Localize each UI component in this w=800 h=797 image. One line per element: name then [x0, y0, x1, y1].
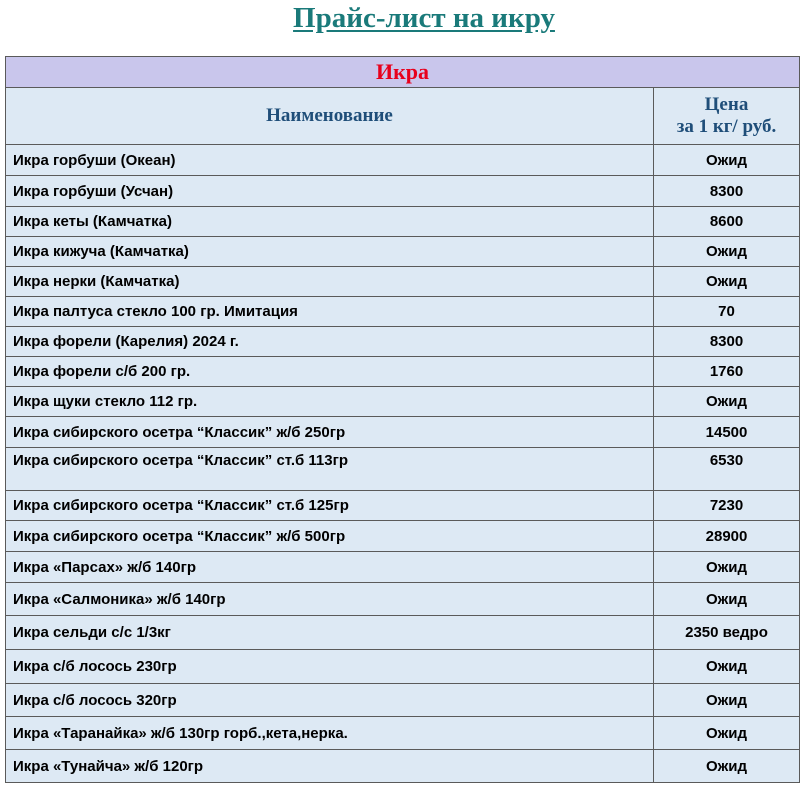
table-row: [6, 717, 800, 750]
item-name: Икра палтуса стекло 100 гр. Имитация: [6, 297, 654, 327]
table-row: [6, 357, 800, 387]
table-row: [6, 176, 800, 207]
item-price: Ожид: [654, 145, 800, 176]
item-name: Икра сельди с/с 1/3кг: [6, 616, 654, 650]
table-row: [6, 237, 800, 267]
table-row: [6, 583, 800, 616]
price-column-header: [654, 88, 800, 145]
item-price: Ожид: [654, 717, 800, 750]
table-row: [6, 297, 800, 327]
item-price: 7230: [654, 491, 800, 521]
item-name: Икра «Парсах» ж/б 140гр: [6, 552, 654, 583]
table-row: [6, 750, 800, 783]
item-name: Икра «Тунайча» ж/б 120гр: [6, 750, 654, 783]
item-name: Икра сибирского осетра “Классик” ст.б 113гр: [6, 448, 654, 491]
item-price: Ожид: [654, 267, 800, 297]
page-title: Прайс-лист на икру: [293, 2, 555, 34]
item-price: Ожид: [654, 750, 800, 783]
table-row: [6, 387, 800, 417]
section-header-row: [6, 57, 800, 88]
item-name: Икра сибирского осетра “Классик” ж/б 250гр: [6, 417, 654, 448]
item-price: 8300: [654, 327, 800, 357]
item-price: 8600: [654, 207, 800, 237]
table-row: [6, 521, 800, 552]
item-name: Икра кеты (Камчатка): [6, 207, 654, 237]
table-row: [6, 552, 800, 583]
item-name: Икра щуки стекло 112 гр.: [6, 387, 654, 417]
item-name: Икра «Салмоника» ж/б 140гр: [6, 583, 654, 616]
item-name: Икра кижуча (Камчатка): [6, 237, 654, 267]
price-header-line2: за 1 кг/ руб.: [676, 116, 777, 137]
item-price: 2350 ведро: [654, 616, 800, 650]
table-row: [6, 491, 800, 521]
item-price: Ожид: [654, 583, 800, 616]
item-name: Икра с/б лосось 230гр: [6, 650, 654, 684]
item-price: Ожид: [654, 684, 800, 717]
item-name: Икра горбуши (Усчан): [6, 176, 654, 207]
table-row: [6, 417, 800, 448]
item-name: Икра сибирского осетра “Классик” ж/б 500гр: [6, 521, 654, 552]
item-price: 8300: [654, 176, 800, 207]
price-header-line1: Цена: [704, 94, 749, 115]
item-price: Ожид: [654, 237, 800, 267]
item-name: Икра форели (Карелия) 2024 г.: [6, 327, 654, 357]
name-column-header: Наименование: [6, 88, 654, 145]
column-header-row: [6, 88, 800, 145]
item-price: Ожид: [654, 650, 800, 684]
table-row: [6, 327, 800, 357]
item-price: 1760: [654, 357, 800, 387]
table-row: [6, 616, 800, 650]
table-row: [6, 650, 800, 684]
item-name: Икра горбуши (Океан): [6, 145, 654, 176]
item-price: Ожид: [654, 552, 800, 583]
item-price: 14500: [654, 417, 800, 448]
item-price: Ожид: [654, 387, 800, 417]
item-name: Икра форели с/б 200 гр.: [6, 357, 654, 387]
table-row: [6, 267, 800, 297]
item-name: Икра сибирского осетра “Классик” ст.б 125гр: [6, 491, 654, 521]
table-row: [6, 684, 800, 717]
item-price: 28900: [654, 521, 800, 552]
table-row: [6, 145, 800, 176]
price-table: [5, 56, 800, 783]
item-name: Икра «Таранайка» ж/б 130гр горб.,кета,нерка.: [6, 717, 654, 750]
table-row: [6, 448, 800, 491]
section-title: Икра: [6, 57, 800, 88]
item-name: Икра с/б лосось 320гр: [6, 684, 654, 717]
table-row: [6, 207, 800, 237]
item-price: 6530: [654, 448, 800, 491]
item-price: 70: [654, 297, 800, 327]
item-name: Икра нерки (Камчатка): [6, 267, 654, 297]
